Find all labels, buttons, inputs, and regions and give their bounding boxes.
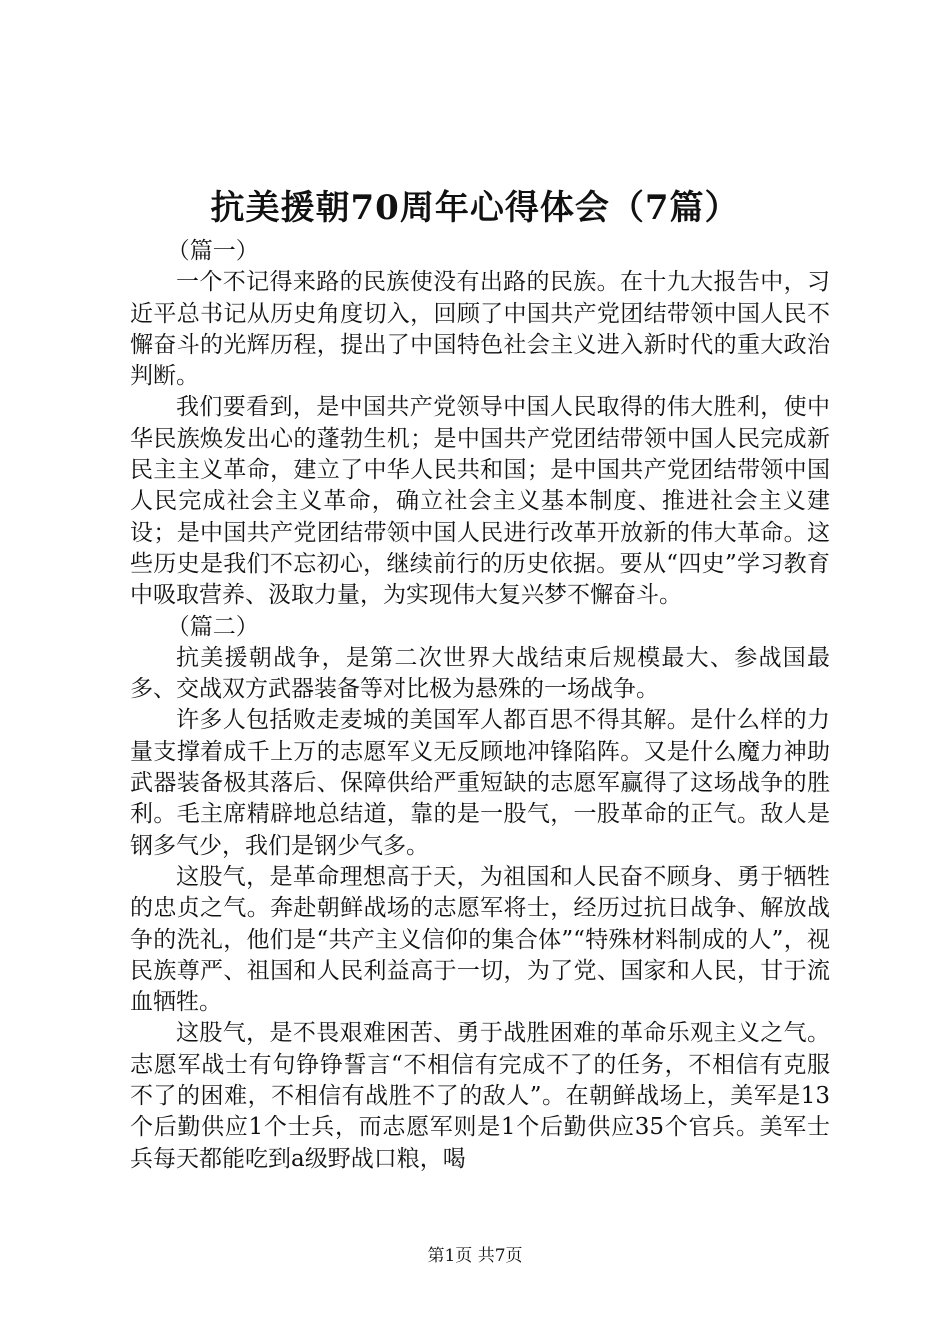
body-paragraph: 抗美援朝战争，是第二次世界大战结束后规模最大、参战国最多、交战双方武器装备等对比极为悬殊的一场战争。	[130, 644, 830, 703]
document-title: 抗美援朝70周年心得体会（7篇）	[210, 188, 740, 228]
section-heading: （篇一）	[166, 238, 259, 264]
page-number-footer: 第1页 共7页	[427, 1246, 523, 1266]
body-paragraph: 许多人包括败走麦城的美国军人都百思不得其解。是什么样的力量支撑着成千上万的志愿军义无反顾地冲锋陷阵。又是什么魔力神助武器装备极其落后、保障供给严重短缺的志愿军赢得了这场战争的胜利。毛主席精辟地总结道，靠的是一股气，一股革命的正气。敌人是钢多气少，我们是钢少气多。	[130, 707, 830, 859]
body-paragraph: 这股气，是革命理想高于天，为祖国和人民奋不顾身、勇于牺牲的忠贞之气。奔赴朝鲜战场的志愿军将士，经历过抗日战争、解放战争的洗礼，他们是“共产主义信仰的集合体”“特殊材料制成的人”，视民族尊严、祖国和人民利益高于一切，为了党、国家和人民，甘于流血牺牲。	[130, 863, 830, 1016]
document-body	[130, 236, 830, 1175]
section-heading: （篇二）	[166, 613, 259, 640]
body-paragraph: 我们要看到，是中国共产党领导中国人民取得的伟大胜利，使中华民族焕发出心的蓬勃生机；是中国共产党团结带领中国人民完成新民主主义革命，建立了中华人民共和国；是中国共产党团结带领中国人民完成社会主义革命，确立社会主义基本制度、推进社会主义建设；是中国共产党团结带领中国人民进行改革开放新的伟大革命。这些历史是我们不忘初心，继续前行的历史依据。要从“四史”学习教育中吸取营养、汲取力量，为实现伟大复兴梦不懈奋斗。	[130, 394, 830, 609]
body-paragraph: 一个不记得来路的民族使没有出路的民族。在十九大报告中，习近平总书记从历史角度切入，回顾了中国共产党团结带领中国人民不懈奋斗的光辉历程，提出了中国特色社会主义进入新时代的重大政治判断。	[130, 269, 830, 390]
body-paragraph: 这股气，是不畏艰难困苦、勇于战胜困难的革命乐观主义之气。志愿军战士有句铮铮誓言“不相信有完成不了的任务，不相信有克服不了的困难，不相信有战胜不了的敌人”。在朝鲜战场上，美军是13个后勤供应1个士兵，而志愿军则是1个后勤供应35个官兵。美军士兵每天都能吃到a级野战口粮，喝	[130, 1020, 830, 1172]
